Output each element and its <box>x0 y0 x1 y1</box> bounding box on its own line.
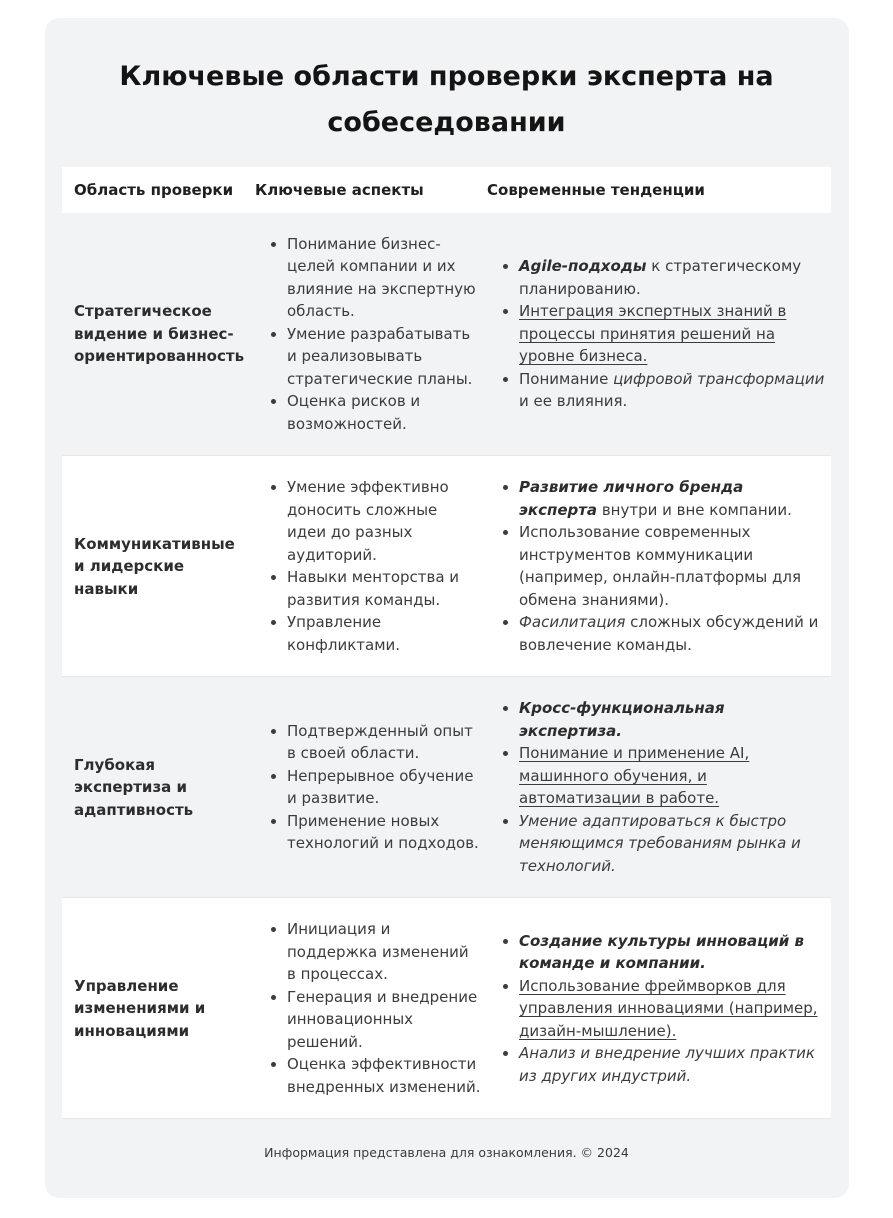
column-header-area: Область проверки <box>74 180 234 199</box>
trend-item <box>519 476 825 521</box>
area-cell: Стратегическое видение и бизнес-ориентированность <box>74 302 245 366</box>
area-cell: Управление изменениями и инновациями <box>74 976 206 1040</box>
trend-text-segment: Создание культуры инноваций в команде и компании. <box>519 931 804 973</box>
footer-note: Информация представлена для ознакомления. © 2024 <box>264 1145 629 1161</box>
trend-text-segment: Анализ и внедрение лучших практик из других индустрий. <box>519 1044 815 1085</box>
aspect-item: • Управление конфликтами. <box>287 611 481 656</box>
trend-text-segment: Фасилитация <box>519 613 626 632</box>
aspect-item: • Умение разрабатывать и реализовывать стратегические планы. <box>287 323 481 391</box>
column-header-trends: Современные тенденции <box>487 180 705 199</box>
trend-text-segment: Развитие личного бренда эксперта <box>519 478 744 519</box>
table-row <box>62 456 831 677</box>
aspect-item: • Подтвержденный опыт в своей области. <box>287 720 481 765</box>
aspect-item: • Непрерывное обучение и развитие. <box>287 765 481 810</box>
trend-item <box>519 697 825 742</box>
trend-item <box>519 611 825 656</box>
aspects-list <box>255 233 481 436</box>
trend-text-segment: и ее влияния. <box>519 392 628 411</box>
trend-text-segment: Понимание <box>519 369 614 388</box>
content-card <box>45 18 849 1198</box>
trends-cell <box>487 213 831 456</box>
trend-item <box>519 300 825 368</box>
trend-item <box>519 368 825 413</box>
table-row <box>62 677 831 898</box>
aspects-cell <box>255 456 487 677</box>
trends-cell <box>487 898 831 1119</box>
trend-text-segment: к стратегическому планированию. <box>519 257 802 298</box>
review-table <box>62 167 831 1120</box>
aspect-item: • Инициация и поддержка изменений в процессах. <box>287 918 481 986</box>
aspect-item: • Навыки менторства и развития команды. <box>287 566 481 611</box>
trend-item <box>519 255 825 300</box>
aspect-item: • Генерация и внедрение инновационных решений. <box>287 986 481 1054</box>
area-cell: Коммуникативные и лидерские навыки <box>74 534 235 598</box>
table-container <box>62 167 831 1120</box>
aspect-item: • Понимание бизнес-целей компании и их влияние на экспертную область. <box>287 233 481 323</box>
trend-text-segment: Понимание и применение AI, машинного обучения, и автоматизации в работе. <box>519 744 750 808</box>
area-cell: Глубокая экспертиза и адаптивность <box>74 755 194 819</box>
aspects-cell <box>255 677 487 898</box>
trend-item <box>519 742 825 810</box>
column-header-aspects: Ключевые аспекты <box>255 180 424 199</box>
table-body <box>62 213 831 1119</box>
table-header <box>62 167 831 213</box>
trends-list <box>487 476 825 656</box>
trends-cell <box>487 677 831 898</box>
page-title: Ключевые области проверки эксперта на собеседовании <box>119 61 774 139</box>
trend-text-segment: Agile-подходы <box>519 257 647 276</box>
aspects-list <box>255 476 481 656</box>
aspects-list <box>255 918 481 1098</box>
aspects-list <box>255 720 481 855</box>
table-row <box>62 898 831 1119</box>
aspects-cell <box>255 213 487 456</box>
aspect-item: • Применение новых технологий и подходов. <box>287 810 481 855</box>
trends-list <box>487 255 825 413</box>
trends-list <box>487 930 825 1088</box>
trend-text-segment: Интеграция экспертных знаний в процессы принятия решений на уровне бизнеса. <box>519 302 787 366</box>
aspect-item: • Оценка эффективности внедренных изменений. <box>287 1053 481 1098</box>
trend-item <box>519 521 825 611</box>
trend-text-segment: цифровой трансформации <box>613 369 825 388</box>
trend-text-segment: Умение адаптироваться к быстро меняющимся требованиям рынка и технологий. <box>519 811 801 875</box>
trend-text-segment: Кросс-функциональная экспертиза. <box>519 699 725 740</box>
trend-item <box>519 810 825 878</box>
aspect-item: • Умение эффективно доносить сложные идеи до разных аудиторий. <box>287 476 481 566</box>
header-row <box>62 167 831 213</box>
table-row <box>62 213 831 456</box>
aspect-item: • Оценка рисков и возможностей. <box>287 390 481 435</box>
trends-list <box>487 697 825 877</box>
trend-item <box>519 975 825 1043</box>
trend-item <box>519 1042 825 1087</box>
trend-text-segment: Использование современных инструментов коммуникации (например, онлайн-платформы для обмена знаниями). <box>519 523 802 609</box>
trend-text-segment: сложных обсуждений и вовлечение команды. <box>519 613 819 654</box>
trend-item <box>519 930 825 975</box>
trend-text-segment: внутри и вне компании. <box>597 500 792 519</box>
aspects-cell <box>255 898 487 1119</box>
trends-cell <box>487 456 831 677</box>
trend-text-segment: Использование фреймворков для управления инновациями (например, дизайн-мышление). <box>519 976 818 1040</box>
